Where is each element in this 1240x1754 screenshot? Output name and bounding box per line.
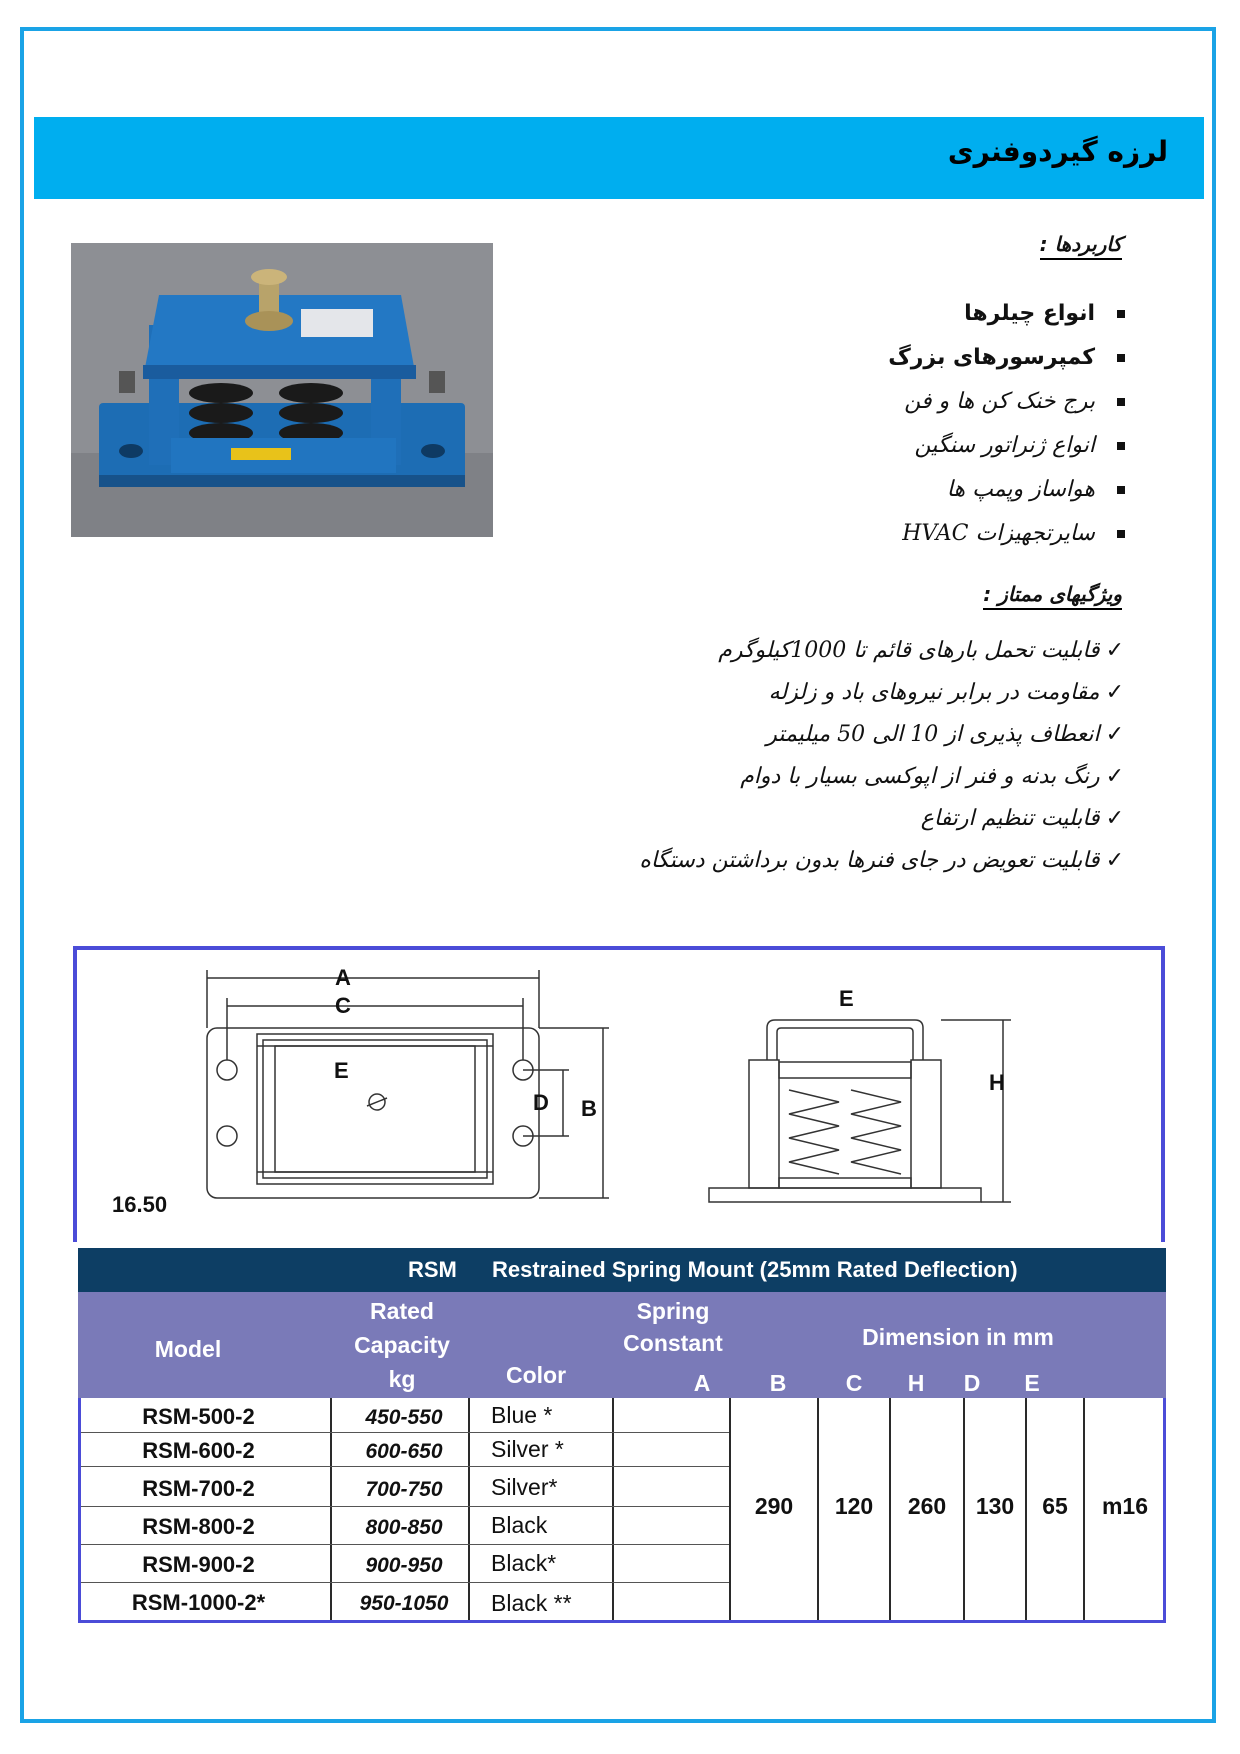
- table-code: RSM: [408, 1257, 457, 1282]
- dim-value-a: 290: [754, 1493, 794, 1519]
- dim-value-h: 130: [975, 1493, 1015, 1519]
- dim-value-e: m16: [1101, 1493, 1149, 1519]
- header-spring-1: Spring: [636, 1298, 710, 1324]
- applications-heading: کاربردها :: [1040, 232, 1122, 260]
- applications-list: [888, 292, 1125, 556]
- table-title-bar: [78, 1248, 1166, 1292]
- table-cell-color: Silver *: [491, 1436, 564, 1462]
- check-icon: ✓: [1105, 722, 1124, 747]
- table-cell-capacity: 900-950: [365, 1554, 443, 1577]
- spec-table: [78, 1248, 1166, 1623]
- list-item: انواع ژنراتور سنگین: [888, 424, 1125, 468]
- features-list: [639, 630, 1124, 882]
- product-photo: [71, 243, 493, 537]
- check-icon: ✓: [1105, 638, 1124, 663]
- table-cell-model: RSM-900-2: [142, 1552, 255, 1577]
- check-icon: ✓: [1105, 764, 1124, 789]
- table-cell-model: RSM-1000-2*: [131, 1590, 266, 1615]
- list-item: ✓مقاومت در برابر نیروهای باد و زلزله: [768, 680, 1124, 705]
- technical-drawing-box: [73, 946, 1165, 1242]
- list-item: ✓قابلیت تحمل بارهای قائم تا 1000کیلوگرم: [718, 638, 1124, 663]
- dim-value-c: 260: [907, 1493, 947, 1519]
- table-cell-color: Silver*: [491, 1474, 558, 1500]
- bullet-icon: [1117, 354, 1125, 362]
- header-capacity-3: kg: [388, 1366, 416, 1392]
- table-cell-color: Blue *: [491, 1402, 553, 1428]
- header-spring-2: Constant: [623, 1330, 723, 1356]
- list-item: ✓قابلیت تعویض در جای فنرها بدون برداشتن دستگاه: [639, 848, 1124, 873]
- header-dim-b: B: [769, 1370, 787, 1396]
- table-cell-model: RSM-800-2: [142, 1514, 255, 1539]
- table-cell-capacity: 950-1050: [359, 1592, 449, 1615]
- list-item: ✓قابلیت تنظیم ارتفاع: [920, 806, 1124, 831]
- dim-value-b: 120: [834, 1493, 874, 1519]
- table-body: [78, 1398, 1166, 1623]
- dim-value-d: 65: [1042, 1493, 1068, 1519]
- header-capacity-1: Rated: [370, 1298, 434, 1324]
- header-capacity-2: Capacity: [354, 1332, 450, 1358]
- list-item: ✓انعطاف پذیری از 10 الی 50 میلیمتر: [766, 722, 1124, 747]
- page-title: لرزه گیردوفنری: [947, 135, 1168, 168]
- table-cell-model: RSM-600-2: [142, 1438, 255, 1463]
- table-cell-capacity: 700-750: [365, 1478, 443, 1501]
- dim-label-e-side: E: [839, 986, 854, 1011]
- list-item: ✓رنگ بدنه و فنر از اپوکسی بسیار با دوام: [740, 764, 1124, 789]
- list-item: برج خنک کن ها و فن: [888, 380, 1125, 424]
- dim-label-e: E: [334, 1058, 349, 1083]
- dim-label-h: H: [989, 1070, 1005, 1095]
- check-icon: ✓: [1105, 680, 1124, 705]
- header-color: Color: [505, 1362, 567, 1388]
- bullet-icon: [1117, 442, 1125, 450]
- bullet-icon: [1117, 310, 1125, 318]
- title-banner: [34, 117, 1204, 199]
- list-item: سایرتجهیزات HVAC: [888, 512, 1125, 556]
- table-cell-capacity: 600-650: [365, 1440, 443, 1463]
- technical-drawing: [77, 950, 1161, 1242]
- header-dim-a: A: [693, 1370, 711, 1396]
- table-cell-color: Black **: [491, 1590, 572, 1616]
- check-icon: ✓: [1105, 806, 1124, 831]
- table-cell-color: Black*: [491, 1550, 557, 1576]
- header-dimension: Dimension in mm: [862, 1324, 1054, 1350]
- table-cell-color: Black: [491, 1512, 548, 1538]
- bullet-icon: [1117, 486, 1125, 494]
- dim-label-c: C: [335, 993, 351, 1018]
- bullet-icon: [1117, 398, 1125, 406]
- header-dim-h: H: [907, 1370, 925, 1396]
- table-title: Restrained Spring Mount (25mm Rated Deflection): [492, 1257, 1018, 1282]
- list-item: هواساز وپمپ ها: [888, 468, 1125, 512]
- dim-label-d: D: [533, 1090, 549, 1115]
- table-cell-model: RSM-700-2: [142, 1476, 255, 1501]
- list-item: کمپرسورهای بزرگ: [888, 336, 1125, 380]
- header-model: Model: [154, 1336, 222, 1362]
- features-heading: ویژگیهای ممتاز :: [983, 582, 1122, 610]
- table-header: [78, 1292, 1166, 1398]
- dim-label-b: B: [581, 1096, 597, 1121]
- dim-label-a: A: [335, 965, 351, 990]
- table-cell-capacity: 800-850: [365, 1516, 443, 1539]
- table-cell-capacity: 450-550: [365, 1406, 443, 1429]
- header-dim-e: E: [1024, 1370, 1040, 1396]
- table-cell-model: RSM-500-2: [142, 1404, 255, 1429]
- bullet-icon: [1117, 530, 1125, 538]
- header-dim-d: D: [963, 1370, 981, 1396]
- list-item: انواع چیلرها: [888, 292, 1125, 336]
- header-dim-c: C: [845, 1370, 863, 1396]
- hole-diameter-label: 16.50: [112, 1192, 168, 1217]
- check-icon: ✓: [1105, 848, 1124, 873]
